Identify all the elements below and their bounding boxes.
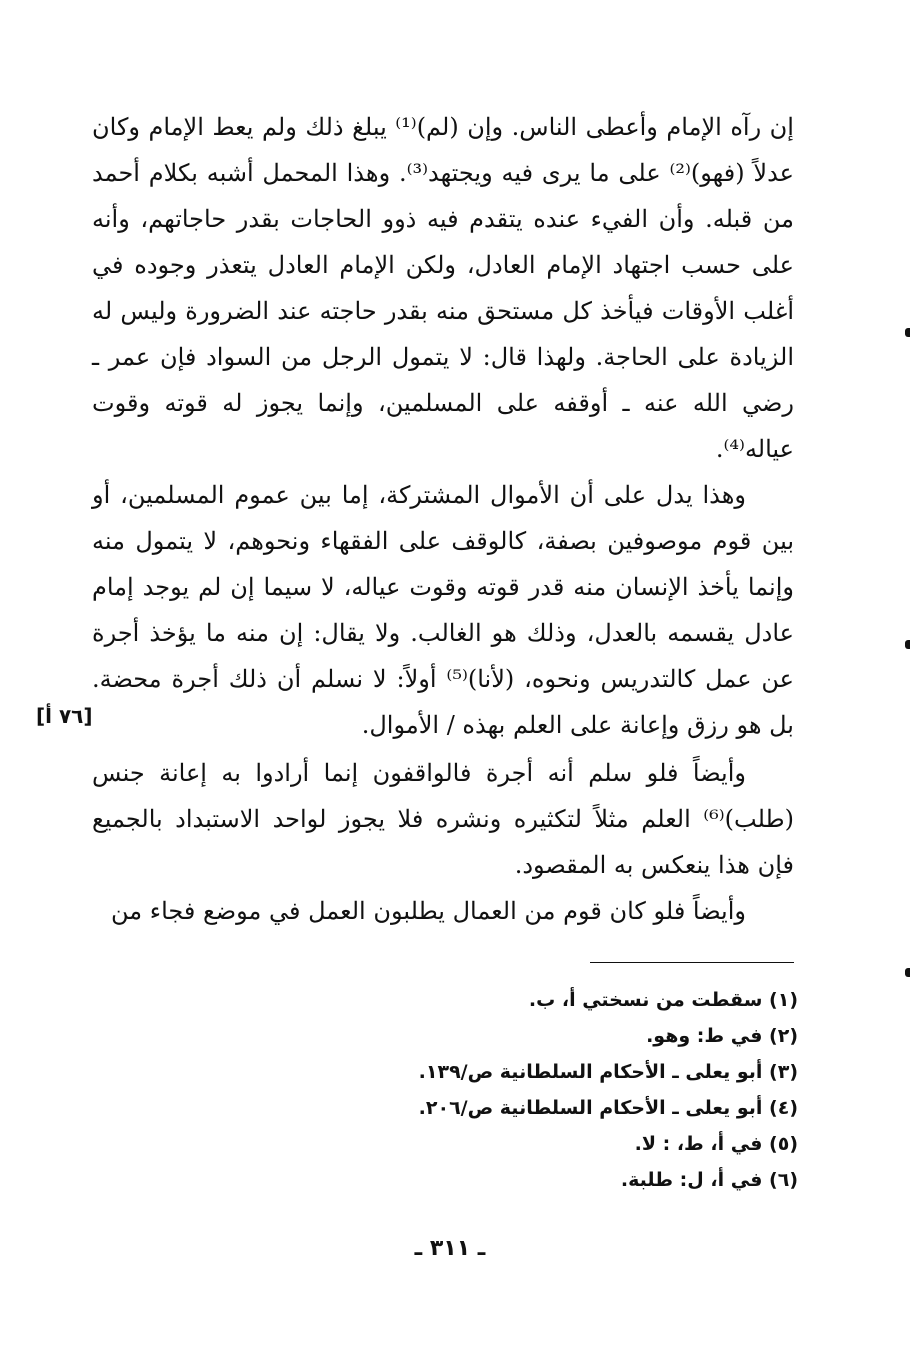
manuscript-folio-reference: [٧٦ أ] (36, 704, 93, 728)
paragraph-4-text: وأيضاً فلو كان قوم من العمال يطلبون العمل في موضع فجاء من (111, 897, 746, 925)
paragraph-3 (92, 750, 794, 888)
footnote-2: (٢) في ط: وهو. (646, 1025, 798, 1047)
page-number: ـ ٣١١ ـ (414, 1236, 486, 1261)
footnote-5: (٥) في أ، ط، : لا. (634, 1133, 798, 1155)
paragraph-2-text: وهذا يدل على أن الأموال المشتركة، إما بين عموم المسلمين، أو بين قوم موصوفين بصفة، كالوقف على الفقهاء ونحوهم، لا يتمول منه وإنما يأخذ الإنسان منه قدر قوته وقوت عياله، لا سيما إن لم يوجد إمام عادل يقسمه بالعدل، وذلك هو الغالب. ولا يقال: إن منه ما يؤخذ أجرة عن عمل كالتدريس ونحوه، (لأنا)⁽⁵⁾ أولاً: لا نسلم أن ذلك أجرة محضة. بل هو رزق وإعانة على العلم بهذه / الأموال. (92, 481, 794, 739)
footnotes-list (380, 982, 798, 1198)
scan-edge-mark (905, 328, 910, 337)
scan-edge-mark (905, 968, 910, 977)
scan-edge-mark (905, 640, 910, 649)
paragraph-1 (92, 104, 794, 472)
footnote-4: (٤) أبو يعلى ـ الأحكام السلطانية ص/٢٠٦. (418, 1097, 798, 1119)
paragraph-2 (92, 472, 794, 748)
footnote-3: (٣) أبو يعلى ـ الأحكام السلطانية ص/١٣٩. (418, 1061, 798, 1083)
footnote-separator (590, 962, 794, 963)
paragraph-1-text: إن رآه الإمام وأعطى الناس. وإن (لم)⁽¹⁾ يبلغ ذلك ولم يعط الإمام وكان عدلاً (فهو)⁽²⁾ على ما يرى فيه ويجتهد⁽³⁾. وهذا المحمل أشبه بكلام أحمد من قبله. وأن الفيء عنده يتقدم فيه ذوو الحاجات بقدر حاجاتهم، وأنه على حسب اجتهاد الإمام العادل، ولكن الإمام العادل يتعذر وجوده في أغلب الأوقات فيأخذ كل مستحق منه بقدر حاجته عند الضرورة وليس له الزيادة على الحاجة. ولهذا قال: لا يتمول الرجل من السواد فإن عمر ـ رضي الله عنه ـ أوقفه على المسلمين، وإنما يجوز له قوته وقوت عياله⁽⁴⁾. (92, 113, 794, 463)
paragraph-3-text: وأيضاً فلو سلم أنه أجرة فالواقفون إنما أرادوا به إعانة جنس (طلب)⁽⁶⁾ العلم مثلاً لتكثيره ونشره فلا يجوز لواحد الاستبداد بالجميع فإن هذا ينعكس به المقصود. (92, 759, 794, 879)
paragraph-4 (92, 888, 794, 934)
footnote-6: (٦) في أ، ل: طلبة. (620, 1169, 798, 1191)
footnote-1: (١) سقطت من نسختي أ، ب. (528, 989, 798, 1011)
